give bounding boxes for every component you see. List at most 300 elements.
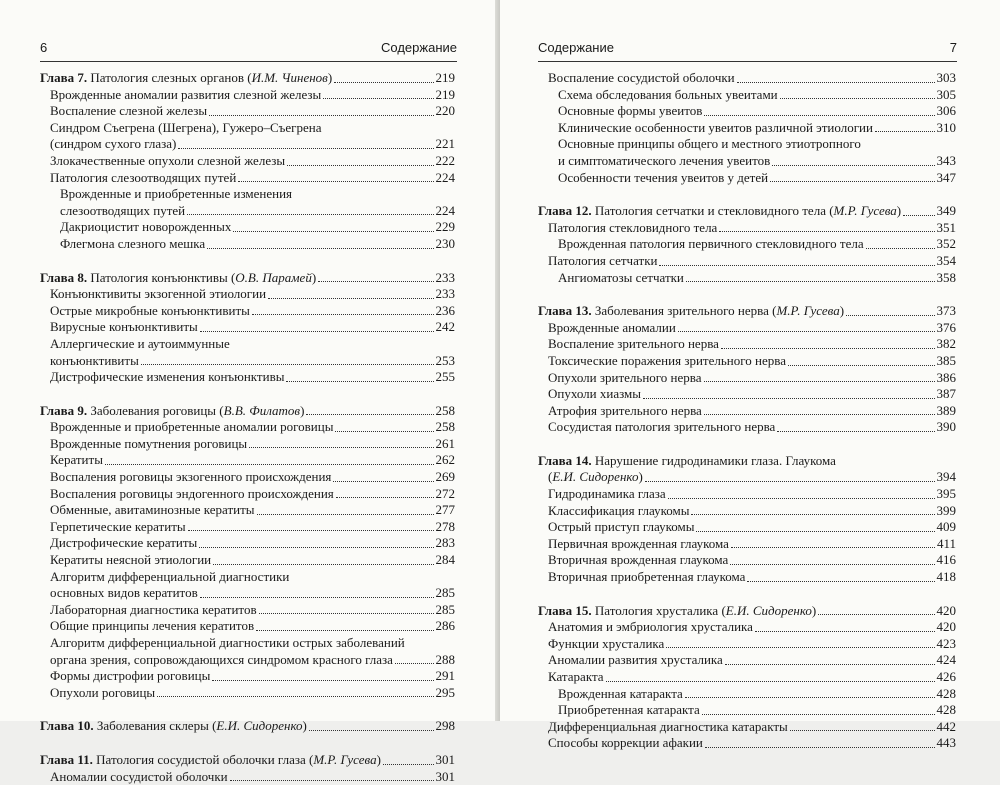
- dot-leader: [268, 298, 433, 299]
- toc-page-number: 347: [936, 169, 956, 185]
- dot-leader: [213, 564, 433, 565]
- dot-leader: [719, 231, 934, 232]
- dot-leader: [257, 514, 434, 515]
- toc-page-number: 291: [435, 668, 455, 684]
- toc-entry: [40, 618, 455, 635]
- toc-entry: [538, 236, 956, 253]
- toc-entry-title: Патология сетчатки: [548, 252, 658, 268]
- toc-entry: [40, 502, 455, 519]
- toc-entry-line: Алгоритм дифференциальной диагностики: [50, 568, 290, 584]
- toc-page-number: 222: [435, 152, 455, 168]
- dot-leader: [383, 764, 434, 765]
- toc-entry-title: Вторичная врожденная глаукома: [548, 552, 729, 568]
- toc-entry-title: Клинические особенности увеитов различной этиологии: [558, 119, 873, 135]
- dot-leader: [846, 315, 934, 316]
- toc-entry: [538, 536, 956, 553]
- toc-entry-title: Формы дистрофии роговицы: [50, 668, 211, 684]
- toc-entry: [538, 636, 956, 653]
- chapter-close: ): [302, 718, 307, 734]
- toc-entry-title: Аномалии сосудистой оболочки: [50, 768, 228, 784]
- toc-entry-title: Флегмона слезного мешка: [60, 235, 206, 251]
- toc-entry-title: Дакриоцистит новорожденных: [60, 219, 232, 235]
- toc-left: [40, 70, 455, 785]
- toc-entry: [538, 619, 956, 636]
- toc-page-number: 411: [936, 535, 956, 551]
- dot-leader: [705, 747, 935, 748]
- chapter-number: Глава 14.: [538, 452, 592, 468]
- toc-entry-title: Схема обследования больных увеитами: [558, 86, 778, 102]
- toc-entry-title: Функции хрусталика: [548, 635, 665, 651]
- chapter-heading: [538, 603, 956, 620]
- toc-entry: [538, 652, 956, 669]
- page-number: 7: [949, 40, 957, 55]
- toc-page-number: 420: [936, 602, 956, 618]
- chapter-heading: [40, 70, 455, 87]
- toc-entry-title: Кератиты неясной этиологии: [50, 552, 212, 568]
- toc-entry: [538, 552, 956, 569]
- chapter-author: В.В. Филатов: [223, 402, 301, 418]
- section-gap: [40, 701, 455, 718]
- toc-entry: [40, 602, 455, 619]
- toc-entry: [40, 153, 455, 170]
- chapter-heading-label: [538, 603, 816, 620]
- toc-entry-title: Общие принципы лечения кератитов: [50, 618, 255, 634]
- toc-entry: [40, 436, 455, 453]
- chapter-number: Глава 13.: [538, 303, 592, 319]
- toc-entry-title: Опухоли хиазмы: [548, 386, 642, 402]
- toc-entry: [40, 353, 455, 370]
- toc-entry: [538, 569, 956, 586]
- chapter-close: ): [896, 203, 902, 219]
- toc-entry: [538, 419, 956, 436]
- dot-leader: [252, 314, 434, 315]
- toc-entry-title: Патология слезоотводящих путей: [50, 169, 237, 185]
- toc-entry-title: Дифференциальная диагностика катаракты: [548, 718, 788, 734]
- chapter-heading: [40, 403, 455, 420]
- chapter-number: Глава 9.: [40, 402, 88, 418]
- toc-entry-title: Врожденная патология первичного стекловидного тела: [558, 236, 864, 252]
- dot-leader: [702, 714, 935, 715]
- chapter-title: Патология сетчатки и стекловидного тела (: [594, 203, 834, 219]
- toc-entry-title: Токсические поражения зрительного нерва: [548, 352, 786, 368]
- toc-entry: [40, 87, 455, 104]
- toc-entry: [40, 519, 455, 536]
- toc-entry: [40, 769, 455, 785]
- dot-leader: [737, 82, 935, 83]
- dot-leader: [704, 115, 934, 116]
- dot-leader: [691, 514, 934, 515]
- chapter-author: Е.И. Сидоренко: [552, 469, 639, 485]
- toc-page-number: 386: [936, 369, 956, 385]
- chapter-title: Патология сосудистой оболочки глаза (: [96, 751, 314, 767]
- toc-entry: [538, 403, 956, 420]
- toc-entry-title: Герпетические кератиты: [50, 518, 186, 534]
- dot-leader: [323, 98, 433, 99]
- toc-page-number: 288: [435, 651, 455, 667]
- section-gap: [538, 186, 956, 203]
- dot-leader: [903, 215, 934, 216]
- chapter-title: Патология слезных органов (: [90, 70, 252, 85]
- dot-leader: [207, 248, 433, 249]
- toc-entry-title: Опухоли роговицы: [50, 684, 156, 700]
- chapter-title: Заболевания роговицы (: [90, 402, 224, 418]
- toc-page-number: 224: [435, 202, 455, 218]
- dot-leader: [643, 398, 934, 399]
- chapter-author: М.Р. Гусева: [833, 203, 897, 219]
- dot-leader: [747, 581, 934, 582]
- chapter-number: Глава 7.: [40, 70, 88, 85]
- dot-leader: [259, 613, 434, 614]
- toc-entry-line: Синдром Съегрена (Шегрена), Гужеро–Съегрена: [50, 119, 322, 135]
- toc-page-number: 382: [936, 336, 956, 352]
- toc-page-number: 258: [435, 419, 455, 435]
- dot-leader: [200, 331, 434, 332]
- chapter-heading: [40, 270, 455, 287]
- dot-leader: [200, 597, 434, 598]
- section-gap: [538, 586, 956, 603]
- toc-entry-title: Злокачественные опухоли слезной железы: [50, 152, 286, 168]
- dot-leader: [187, 214, 433, 215]
- toc-page-number: 272: [435, 485, 455, 501]
- dot-leader: [287, 165, 433, 166]
- section-gap: [40, 735, 455, 752]
- toc-entry-title: Дистрофические изменения конъюнктивы: [50, 369, 285, 385]
- toc-entry-title: Врожденная катаракта: [558, 685, 683, 701]
- toc-page-number: 428: [936, 685, 956, 701]
- toc-entry-title: Лабораторная диагностика кератитов: [50, 601, 257, 617]
- toc-page-number: 229: [435, 219, 455, 235]
- dot-leader: [790, 730, 935, 731]
- chapter-heading-label: [40, 270, 316, 287]
- toc-entry: [538, 120, 956, 137]
- header-rule: [538, 61, 957, 62]
- dot-leader: [686, 281, 935, 282]
- toc-page-number: 301: [435, 751, 455, 767]
- dot-leader: [238, 181, 433, 182]
- right-page: [500, 0, 1000, 751]
- toc-right: [538, 70, 956, 752]
- dot-leader: [606, 681, 935, 682]
- toc-entry: [40, 452, 455, 469]
- dot-leader: [678, 331, 935, 332]
- toc-entry: [40, 585, 455, 602]
- section-gap: [40, 253, 455, 270]
- dot-leader: [188, 530, 434, 531]
- toc-page-number: 261: [435, 435, 455, 451]
- toc-entry-title: Сосудистая патология зрительного нерва: [548, 419, 776, 435]
- toc-entry: [538, 336, 956, 353]
- dot-leader: [256, 630, 433, 631]
- toc-entry-title: слезоотводящих путей: [60, 202, 186, 218]
- toc-entry-line: Аллергические и аутоиммунные: [50, 335, 230, 351]
- dot-leader: [788, 365, 935, 366]
- toc-entry: [40, 486, 455, 503]
- toc-entry: [538, 153, 956, 170]
- toc-entry: [538, 486, 956, 503]
- toc-entry: [40, 552, 455, 569]
- chapter-title: Патология хрусталика (: [594, 602, 726, 618]
- toc-page-number: 295: [435, 684, 455, 700]
- toc-page-number: 390: [936, 419, 956, 435]
- toc-page-number: 426: [936, 669, 956, 684]
- toc-page-number: 418: [936, 569, 956, 585]
- dot-leader: [659, 265, 934, 266]
- chapter-title: Нарушение гидродинамики глаза. Глаукома: [594, 452, 836, 468]
- toc-page-number: 310: [936, 119, 956, 135]
- dot-leader: [780, 98, 935, 99]
- toc-page-number: 230: [435, 235, 455, 251]
- dot-leader: [818, 614, 934, 615]
- toc-entry-line: Алгоритм дифференциальной диагностики острых заболеваний: [50, 635, 405, 650]
- dot-leader: [731, 547, 935, 548]
- toc-page-number: 420: [936, 619, 956, 635]
- toc-entry-title: Врожденные аномалии развития слезной железы: [50, 86, 322, 102]
- toc-page-number: 409: [936, 519, 956, 535]
- chapter-heading-line: [538, 453, 956, 470]
- toc-entry-title: Воспаление слезной железы: [50, 103, 208, 119]
- toc-page-number: 423: [936, 635, 956, 651]
- dot-leader: [668, 498, 935, 499]
- toc-entry: [40, 319, 455, 336]
- toc-entry: [538, 220, 956, 237]
- toc-entry-title: Аномалии развития хрусталика: [548, 652, 723, 668]
- toc-entry: [538, 353, 956, 370]
- chapter-heading-label: [538, 303, 844, 320]
- toc-entry: [538, 270, 956, 287]
- chapter-close: ): [311, 269, 317, 285]
- chapter-heading-label: [40, 70, 332, 87]
- toc-page-number: 236: [435, 302, 455, 318]
- dot-leader: [666, 647, 934, 648]
- toc-page-number: 354: [936, 252, 956, 268]
- chapter-author: М.Р. Гусева: [776, 303, 840, 319]
- chapter-heading-label: [40, 752, 381, 769]
- toc-page-number: 352: [936, 236, 956, 252]
- dot-leader: [755, 631, 935, 632]
- dot-leader: [157, 696, 433, 697]
- dot-leader: [230, 780, 434, 781]
- toc-entry: [40, 469, 455, 486]
- toc-entry: [40, 236, 455, 253]
- chapter-author: О.В. Парамей: [235, 269, 312, 285]
- dot-leader: [141, 364, 434, 365]
- toc-entry: [538, 320, 956, 337]
- dot-leader: [318, 281, 433, 282]
- toc-entry-title: Атрофия зрительного нерва: [548, 402, 702, 418]
- toc-entry: [538, 503, 956, 520]
- chapter-number: Глава 15.: [538, 602, 592, 618]
- chapter-number: Глава 8.: [40, 269, 88, 285]
- chapter-close: ): [327, 70, 333, 85]
- toc-entry: [40, 286, 455, 303]
- toc-page-number: 283: [435, 535, 455, 551]
- toc-page-number: 306: [936, 103, 956, 119]
- toc-entry: [538, 686, 956, 703]
- toc-entry-title: Врожденные помутнения роговицы: [50, 435, 248, 451]
- toc-page-number: 278: [435, 518, 455, 534]
- dot-leader: [770, 181, 934, 182]
- running-head: Содержание: [381, 40, 457, 55]
- dot-leader: [685, 697, 935, 698]
- dot-leader: [725, 664, 935, 665]
- toc-page-number: 373: [936, 303, 956, 319]
- chapter-title: Заболевания склеры (: [96, 718, 217, 734]
- toc-page-number: 428: [936, 702, 956, 718]
- toc-entry-line: Врожденные и приобретенные изменения: [60, 186, 293, 202]
- toc-entry: [538, 87, 956, 104]
- toc-entry-title: Воспаления роговицы эндогенного происхождения: [50, 485, 334, 501]
- chapter-close: ): [300, 402, 305, 418]
- toc-entry: [40, 535, 455, 552]
- chapter-heading-label: [538, 203, 901, 220]
- toc-page-number: 233: [435, 269, 455, 285]
- dot-leader: [696, 531, 934, 532]
- toc-entry: [538, 70, 956, 87]
- toc-page-number: 219: [435, 70, 455, 85]
- toc-entry: [40, 685, 455, 702]
- toc-entry-title: Патология стекловидного тела: [548, 219, 718, 235]
- toc-entry-title: Дистрофические кератиты: [50, 535, 198, 551]
- chapter-close: ): [839, 303, 845, 319]
- toc-page-number: 298: [435, 718, 455, 734]
- dot-leader: [333, 481, 433, 482]
- running-head: Содержание: [538, 40, 614, 55]
- toc-entry-title: Врожденные и приобретенные аномалии роговицы: [50, 419, 334, 435]
- toc-page-number: 351: [936, 219, 956, 235]
- dot-leader: [212, 680, 433, 681]
- dot-leader: [309, 730, 434, 731]
- toc-entry-title: Обменные, авитаминозные кератиты: [50, 502, 255, 518]
- toc-page-number: 269: [435, 469, 455, 485]
- dot-leader: [178, 148, 433, 149]
- chapter-author: Е.И. Сидоренко: [216, 718, 303, 734]
- dot-leader: [105, 464, 434, 465]
- toc-page-number: 284: [435, 552, 455, 568]
- toc-page-number: 399: [936, 502, 956, 518]
- dot-leader: [199, 547, 433, 548]
- dot-leader: [645, 481, 935, 482]
- toc-page-number: 349: [936, 203, 956, 219]
- toc-page-number: 233: [435, 286, 455, 302]
- toc-page-number: 253: [435, 352, 455, 368]
- toc-entry-title: Классификация глаукомы: [548, 502, 690, 518]
- toc-page-number: 395: [936, 486, 956, 502]
- toc-entry: [538, 370, 956, 387]
- page-number: 6: [40, 40, 48, 55]
- toc-entry: [538, 103, 956, 120]
- chapter-close: ): [811, 602, 817, 618]
- dot-leader: [704, 381, 935, 382]
- dot-leader: [704, 414, 935, 415]
- toc-page-number: 424: [936, 652, 956, 668]
- toc-page-number: 443: [936, 735, 956, 751]
- chapter-heading: [538, 203, 956, 220]
- toc-page-number: 394: [936, 469, 956, 485]
- toc-page-number: 303: [936, 70, 956, 85]
- toc-entry-title: Вторичная приобретенная глаукома: [548, 569, 746, 585]
- toc-entry: [40, 136, 455, 153]
- chapter-author: Е.И. Сидоренко: [725, 602, 812, 618]
- section-gap: [538, 436, 956, 453]
- toc-entry-title: Ангиоматозы сетчатки: [558, 269, 684, 285]
- toc-entry-title: Способы коррекции афакии: [548, 735, 703, 751]
- toc-page-number: 301: [435, 768, 455, 784]
- toc-entry-title: Вирусные конъюнктивиты: [50, 319, 198, 335]
- chapter-title: Заболевания зрительного нерва (: [594, 303, 777, 319]
- toc-entry: [40, 170, 455, 187]
- chapter-author-line: (Е.И. Сидоренко): [548, 469, 643, 485]
- toc-entry-title: конъюнктивиты: [50, 352, 139, 368]
- dot-leader: [209, 115, 433, 116]
- toc-entry-title: Первичная врожденная глаукома: [548, 535, 729, 551]
- toc-page-number: 389: [936, 402, 956, 418]
- toc-page-number: 286: [435, 618, 455, 634]
- dot-leader: [286, 381, 433, 382]
- dot-leader: [730, 564, 934, 565]
- dot-leader: [233, 231, 433, 232]
- toc-page-number: 255: [435, 369, 455, 385]
- toc-page-number: 285: [435, 585, 455, 601]
- toc-entry: [40, 103, 455, 120]
- toc-entry-title: Конъюнктивиты экзогенной этиологии: [50, 286, 267, 302]
- toc-entry-title: Врожденные аномалии: [548, 319, 676, 335]
- toc-page-number: 262: [435, 452, 455, 468]
- toc-entry-title: Основные формы увеитов: [558, 103, 703, 119]
- toc-page-number: 221: [435, 136, 455, 152]
- dot-leader: [772, 165, 934, 166]
- section-gap: [40, 386, 455, 403]
- dot-leader: [721, 348, 935, 349]
- toc-entry: [538, 719, 956, 736]
- toc-page-number: 358: [936, 269, 956, 285]
- toc-entry: [40, 369, 455, 386]
- toc-entry: [40, 668, 455, 685]
- chapter-author: И.М. Чиненов: [251, 70, 328, 85]
- dot-leader: [306, 414, 433, 415]
- toc-entry-title: Острые микробные конъюнктивиты: [50, 302, 250, 318]
- toc-page-number: 277: [435, 502, 455, 518]
- toc-entry: [538, 669, 956, 686]
- toc-page-number: 285: [435, 601, 455, 617]
- toc-entry-title: Анатомия и эмбриология хрусталика: [548, 619, 753, 635]
- toc-page-number: 387: [936, 386, 956, 402]
- left-page: [0, 0, 500, 784]
- dot-leader: [866, 248, 935, 249]
- chapter-number: Глава 12.: [538, 203, 592, 219]
- toc-page-number: 258: [435, 402, 455, 418]
- toc-entry: [538, 170, 956, 187]
- chapter-author: М.Р. Гусева: [313, 751, 377, 767]
- toc-entry-title: основных видов кератитов: [50, 585, 198, 601]
- toc-entry: [40, 652, 455, 669]
- toc-page-number: 305: [936, 86, 956, 102]
- dot-leader: [334, 82, 433, 83]
- toc-entry: [538, 519, 956, 536]
- toc-entry-title: Воспаления роговицы экзогенного происхождения: [50, 469, 332, 485]
- toc-entry: [538, 253, 956, 270]
- chapter-heading-label: [40, 403, 304, 420]
- toc-entry-title: Воспаление зрительного нерва: [548, 336, 719, 352]
- toc-entry-title: Опухоли зрительного нерва: [548, 369, 702, 385]
- toc-entry: [40, 419, 455, 436]
- chapter-number: Глава 11.: [40, 751, 93, 767]
- dot-leader: [395, 663, 434, 664]
- dot-leader: [336, 497, 434, 498]
- toc-page-number: 416: [936, 552, 956, 568]
- chapter-close: ): [376, 751, 381, 767]
- toc-entry: [40, 203, 455, 220]
- header-rule: [40, 61, 457, 62]
